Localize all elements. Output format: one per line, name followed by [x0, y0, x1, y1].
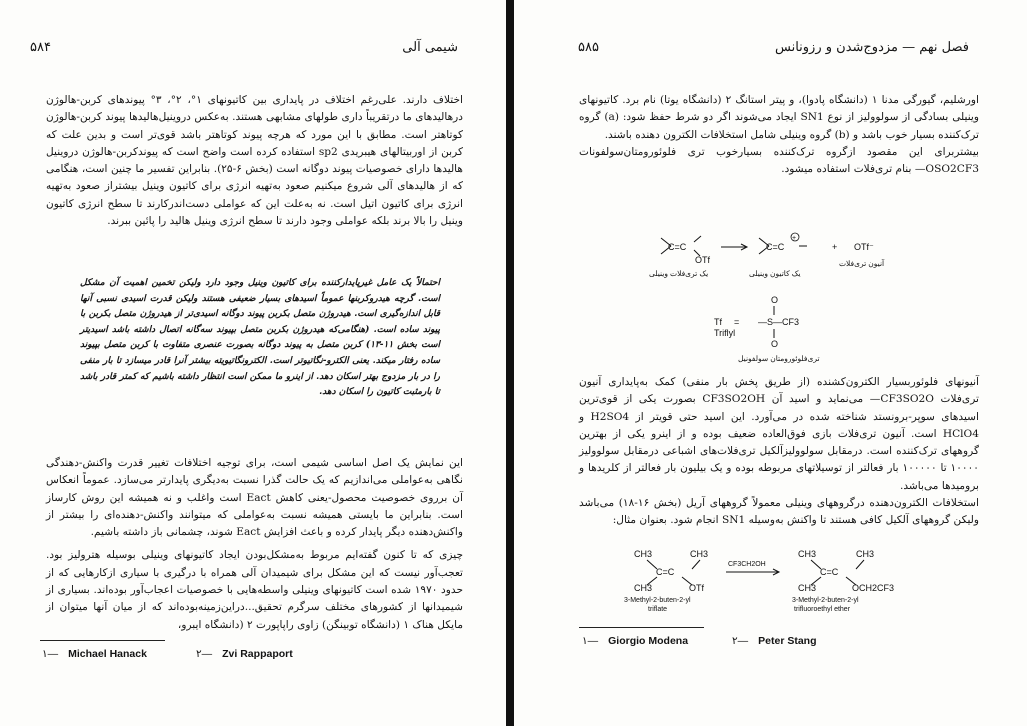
- plus-sign: +: [832, 242, 838, 252]
- vinyl-triflate-ionization-scheme: [649, 228, 889, 286]
- footnote-rule-left: [40, 640, 165, 641]
- footnote-right-1-text: Giorgio Modena: [608, 635, 689, 647]
- footnote-right-1: [582, 635, 688, 647]
- footnote-left-1: [42, 648, 147, 660]
- right-paragraph-2: بیشتربرای این مقصود ازگروه ترک‌کننده بسیارخوب تری فلوئورومتان‌سولفونات OSO2CF3— بنام تری‌فلات استفاده میشود.: [579, 145, 979, 176]
- page-number-right: ۵۸۵: [578, 40, 599, 55]
- triflate-name-line-2: triflate: [648, 606, 668, 613]
- svg-text:OCH2CF3: OCH2CF3: [852, 583, 895, 593]
- trifluoroethyl-ether-structure: [792, 549, 894, 613]
- left-page: [0, 0, 506, 726]
- solvent-label: CF3CH2OH: [728, 561, 766, 568]
- footnote-left-2-number: ۲—: [196, 648, 213, 660]
- left-body-bottom: [46, 455, 463, 634]
- svg-text:C=C: C=C: [820, 567, 839, 577]
- triflate-anion-caption: آنیون تری‌فلات: [839, 259, 885, 268]
- methylbutenyl-triflate-structure: [624, 549, 708, 613]
- footnote-right-2: [732, 635, 817, 647]
- running-header-left: شیمی آلی: [402, 40, 458, 55]
- footnote-left-2: [196, 648, 293, 660]
- left-quote-block: احتمالاً یک عامل غیرپایدارکننده برای کاتیون وینیل وجود دارد ولیکن تخمین اهمیت آن مشکل است. گرچه هیدروکربنها عموماً اسیدهای بسیار ضعیفی هستند ولیکن قدرت اسیدی نسبی آنها قابل اندازه‌گیری است. هیدروژن متصل بکربن پیوند دوگانه اسیدی‌تر از هیدروژن متصل بکربن با پیوند ساده است. (هنگامی‌که هیدروژن بکربن متصل بپیوند سه‌گانه اتصال داشته باشد اسیدیتر است بخش ۱۱-۱۳) کربن متصل به پیوند دوگانه بصورت عنصری متفاوت با کربن متصل بپیوند ساده رفتار میکند. یعنی الکترو-نگاتیوتر است. الکترونگاتیویته بیشتر آنرا قادر میسازد تا بار منفی را در بار مزدوج بهتر اسکان دهد. از اینرو ما ممکن است انتظار داشته باشیم که کمتر قادر باشد تا بارمثبت کاتیون را اسکان دهد.: [80, 278, 441, 398]
- svg-text:CH3: CH3: [798, 549, 817, 559]
- left-paragraph-3: چیزی که تا کنون گفته‌ایم مربوط به‌مشکل‌بودن ایجاد کاتیونهای وینیلی بوسیله هترولیز بود. تعجب‌آور نیست که این مشکل برای شیمیدان آلی همراه با درگیری با سیاری ازکارهایی که از حدود ۱۹۷۰ شده است کاتیونهای وینیلی واسطه‌هایی با خصوصیات اعجاب‌آور بوده‌اند. بسیاری از شیمیدانها از کشورهای مختلف سرگرم تحقیق...دراین‌زمینه‌بوده‌اند که از میان آنها میتوان از مایکل هناک ۱ (دانشگاه توبینگن) زاوی راپاپورت ۲ (دانشگاه ایبرو،: [46, 549, 464, 631]
- footnote-right-2-number: ۲—: [732, 635, 749, 647]
- svg-text:C=C: C=C: [656, 567, 675, 577]
- svg-text:CH3: CH3: [798, 583, 817, 593]
- running-header-right: فصل نهم — مزدوج‌شدن و رزونانس: [775, 40, 969, 55]
- equals-sign: =: [734, 317, 740, 327]
- triflyl-caption: تری‌فلوئورومتان سولفونیل: [738, 354, 820, 363]
- book-gutter: [506, 0, 514, 726]
- svg-text:CH3: CH3: [856, 549, 875, 559]
- left-paragraph-1: اختلاف دارند. علی‌رغم اختلاف در پایداری بین کاتیونهای ۱°، ۲°، ۳° پیوندهای کربن-هالوژن درهالیدهای ما درتقریباً داری طولهای مشابهی هستند. به‌عکس دروینیل‌هالیدها پیوند کربن-هالوژن کوتاهتر است. مطابق با این مورد که هرچه پیوند کوتاهتر باشد قوی‌تر است و بدین علت که کربن از اوربیتالهای هیبریدی sp2 استفاده کرده است واضح است که پیوندکربن-هالوژن دروینیل هالیدها دارای خصوصیات پیوند دوگانه است (بخش ۶-۲۵). بنابراین تفسیر ما چنین است، هنگامی که از هالیدهای آلی شروع میکنیم صعود به‌تهیه انرژی برای کاتیون وینیل بیشتراز صعود به‌تهیه انرژی برای کاتیون اتیل است. نه به‌علت این که عواملی دست‌اندرکارند تا سطح انرژی کاتیون وینیل را بالا برند بلکه عواملی وجود دارند تا سطح انرژی وینیل هالید را پائین ببرند.: [46, 94, 463, 228]
- svg-text:CH3: CH3: [690, 549, 709, 559]
- tf-symbol: Tf: [714, 317, 722, 327]
- vinyl-cation-caption: یک کاتیون وینیلی: [749, 269, 801, 278]
- right-body-middle: [579, 374, 979, 530]
- right-body-top: [579, 92, 979, 178]
- right-paragraph-4: استخلافات الکترون‌دهنده درگروههای وینیلی معمولاً گروههای آریل (بخش ۱۶-۱۸) می‌باشد ولیکن گروههای آلکیل کافی هستند تا واکنش به‌وسیله SN1 انجام شود. بعنوان مثال:: [579, 497, 979, 527]
- svg-text:CH3: CH3: [634, 549, 653, 559]
- triflyl-formula: —S—CF3: [758, 317, 800, 327]
- footnote-right-2-text: Peter Stang: [758, 635, 817, 647]
- triflyl-word: Triflyl: [714, 328, 736, 338]
- footnote-rule-right: [579, 627, 704, 628]
- oxygen-top: O: [771, 295, 779, 305]
- solvolysis-scheme: [612, 545, 902, 615]
- right-paragraph-3: آنیونهای فلوئوربسیار الکترون‌کشنده (از طریق پخش بار منفی) کمک به‌پایداری آنیون تری‌فلات CF3SO2O— می‌نماید و اسید آن CF3SO2OH بصورت یکی از قوی‌ترین اسیدهای سوپر-برونستد شناخته شده در می‌آورد. این اسید حتی قویتر از H2SO4 و HClO4 است. آنیون تری‌فلات بازی فوق‌العاده ضعیف بوده و از اینرو یکی از بهترین گروههای ترک‌کننده است. درمقابل سولوولیزآلکیل تری‌فلات‌های اشباعی درمقابل سولوولیز ۱۰۰۰۰ تا ۱۰۰۰۰۰ بار فعالتر از توسیلاتهای مربوطه بوده و یک بیلیون بار فعالتر از کلریدها و برومیدها می‌باشد.: [579, 376, 979, 492]
- svg-text:CH3: CH3: [634, 583, 653, 593]
- oxygen-bottom: O: [771, 339, 779, 349]
- svg-text:+: +: [792, 235, 797, 242]
- ether-name-line-2: trifluoroethyl ether: [794, 606, 851, 613]
- vinyl-triflate-caption: یک تری‌فلات وینیلی: [649, 269, 709, 278]
- triflate-group-label: OTf: [695, 255, 710, 265]
- left-paragraph-2: این نمایش یک اصل اساسی شیمی است، برای توجیه اختلافات تغییر قدرت واکنش-دهندگی نگاهی به‌عواملی می‌اندازیم که یک حالت گذرا نسبت به‌دیگری پایدارتر می‌سازد. عموماً انعکاس آن برروی خصوصیت محصول-یعنی کاهش Eact است واغلب و نه همیشه این روش کارساز است. بنابراین ما بایستی همیشه نسبت به‌عواملی که میتوانند واکنش-دهنده‌ای را بیشتر از واکنش‌دهنده دیگر پایدار کرده و باعث افزایش Eact شوند، چشمانی باز داشته باشیم.: [46, 457, 463, 539]
- footnote-left-1-number: ۱—: [42, 648, 59, 660]
- triflate-name-line-1: 3-Methyl-2-buten-2-yl: [624, 597, 691, 604]
- right-paragraph-1: اورشلیم، گیورگی مدنا ۱ (دانشگاه پادوا)، و پیتر استانگ ۲ (دانشگاه یوتا) نام برد. کاتیونهای وینیلی بسادگی از سولوولیز از نوع SN1 ایجاد می‌شوند اگر دو شرط حفظ شود: (a) گروه ترک‌کننده بسیار خوب باشد و (b) گروه وینیلی شامل استخلافات الکترون دهنده باشند.: [579, 94, 979, 141]
- vinyl-triflate-structure: [661, 236, 710, 265]
- right-page: [514, 0, 1027, 726]
- page-number-left: ۵۸۴: [30, 40, 51, 55]
- left-body-top: [46, 92, 463, 230]
- footnote-right-1-number: ۱—: [582, 635, 599, 647]
- triflyl-structure: [714, 295, 854, 365]
- vinyl-cation-structure: [759, 233, 807, 254]
- svg-text:C=C: C=C: [668, 242, 687, 252]
- footnote-left-2-text: Zvi Rappaport: [222, 648, 293, 660]
- triflate-group-label-2: OTf: [689, 583, 704, 593]
- triflate-anion-label: OTf⁻: [854, 242, 874, 252]
- svg-text:C=C: C=C: [766, 242, 785, 252]
- footnote-left-1-text: Michael Hanack: [68, 648, 147, 660]
- ether-name-line-1: 3-Methyl-2-buten-2-yl: [792, 597, 859, 604]
